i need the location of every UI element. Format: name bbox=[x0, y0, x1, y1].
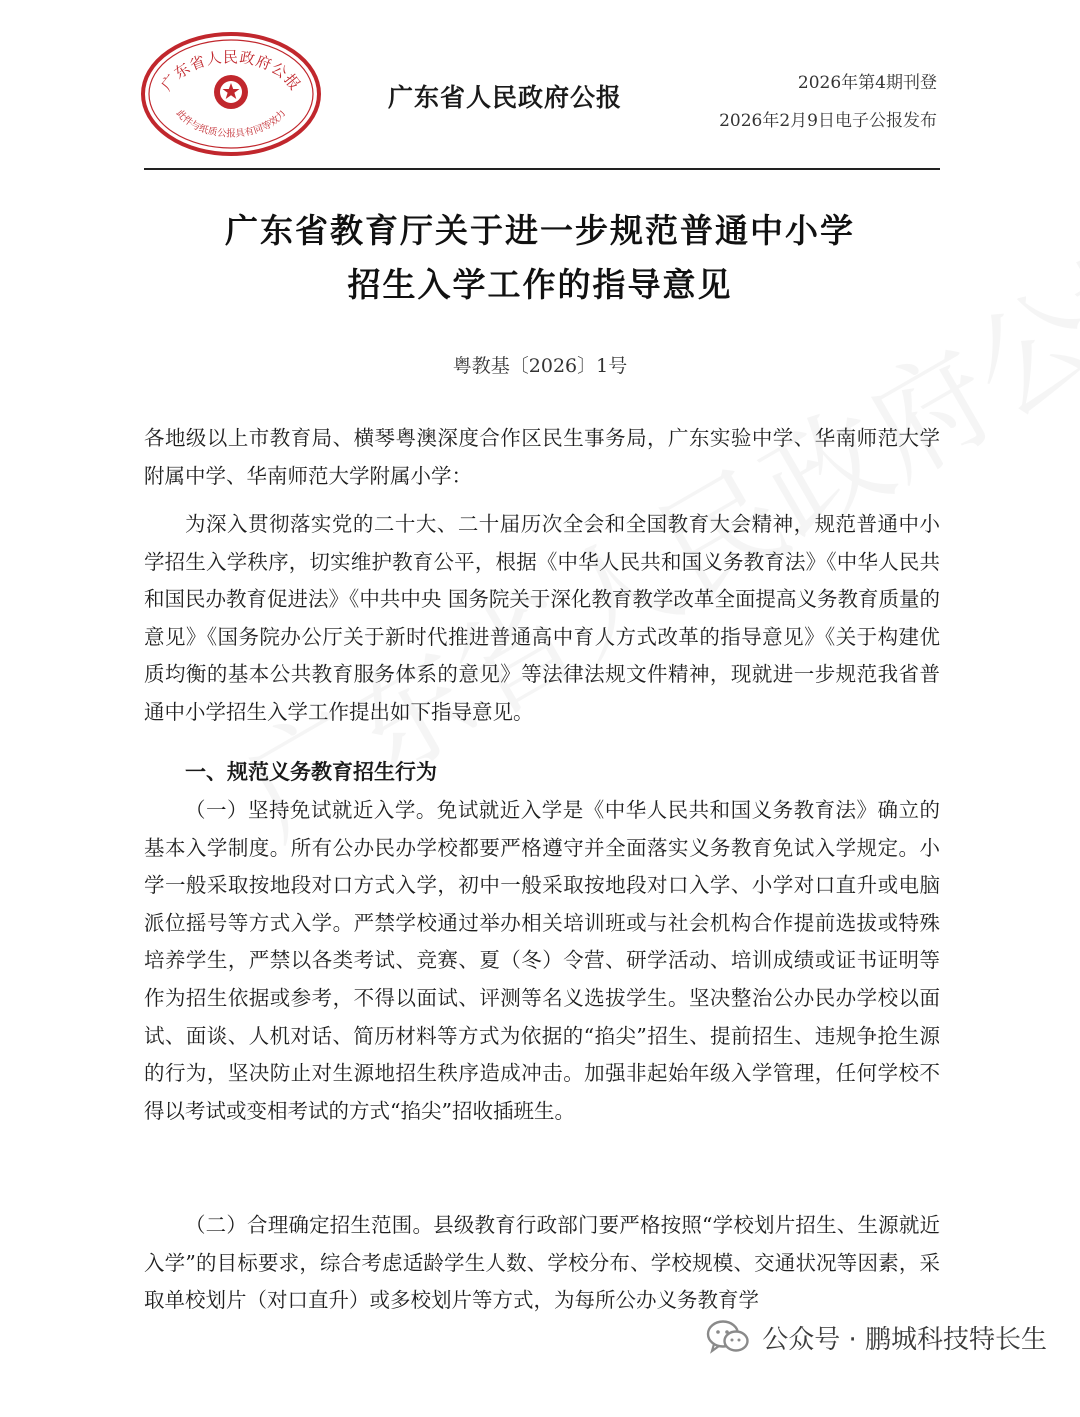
item-2-paragraph: （二）合理确定招生范围。县级教育行政部门要严格按照“学校划片招生、生源就近入学”的目标要求，综合考虑适龄学生人数、学校分布、学校规模、交通状况等因素，采取单校划片（对口直升）或多校划片等方式，为每所公办义务教育学 bbox=[144, 1213, 940, 1313]
document-number: 粤教基〔2026〕1号 bbox=[452, 355, 628, 377]
title-line-1: 广东省教育厅关于进一步规范普通中小学 bbox=[225, 211, 855, 250]
document-title bbox=[100, 204, 980, 312]
item-1-paragraph: （一）坚持免试就近入学。免试就近入学是《中华人民共和国义务教育法》确立的基本入学制度。所有公办民办学校都要严格遵守并全面落实义务教育免试入学规定。小学一般采取按地段对口方式入学，初中一般采取按地段对口入学、小学对口直升或电脑派位摇号等方式入学。严禁学校通过举办相关培训班或与社会机构合作提前选拔或特殊培养学生，严禁以各类考试、竞赛、夏（冬）令营、研学活动、培训成绩或证书证明等作为招生依据或参考，不得以面试、评测等名义选拔学生。坚决整治公办民办学校以面试、面谈、人机对话、简历材料等方式为依据的“掐尖”招生、提前招生、违规争抢生源的行为，坚决防止对生源地招生秩序造成冲击。加强非起始年级入学管理，任何学校不得以考试或变相考试的方式“掐尖”招收插班生。 bbox=[144, 798, 940, 1123]
national-emblem-icon bbox=[214, 75, 248, 109]
section-heading: 一、规范义务教育招生行为 bbox=[185, 760, 437, 784]
official-seal bbox=[138, 28, 324, 156]
publish-line: 2026年2月9日电子公报发布 bbox=[719, 111, 937, 131]
svg-text:此件与纸质公报具有同等效力: 此件与纸质公报具有同等效力 bbox=[173, 108, 289, 140]
addressee-paragraph: 各地级以上市教育局、横琴粤澳深度合作区民生事务局，广东实验中学、华南师范大学附属中学、华南师范大学附属小学： bbox=[144, 426, 940, 488]
wechat-icon bbox=[706, 1318, 750, 1356]
svg-text:广东省人民政府公报: 广东省人民政府公报 bbox=[157, 47, 305, 95]
intro-paragraph: 为深入贯彻落实党的二十大、二十届历次全会和全国教育大会精神，规范普通中小学招生入学秩序，切实维护教育公平，根据《中华人民共和国义务教育法》《中华人民共和国民办教育促进法》《中共中央 国务院关于深化教育教学改革全面提高义务教育质量的意见》《国务院办公厅关于新时代推进普通高中育人方式改革的指导意见》《关于构建优质均衡的基本公共教育服务体系的意见》等法律法规文件精神，现就进一步规范我省普通中小学招生入学工作提出如下指导意见。 bbox=[144, 512, 940, 724]
issue-line: 2026年第4期刊登 bbox=[797, 73, 937, 93]
gazette-name: 广东省人民政府公报 bbox=[388, 83, 623, 112]
title-line-2: 招生入学工作的指导意见 bbox=[347, 265, 733, 304]
publication-meta bbox=[719, 64, 937, 140]
source-label[interactable]: 公众号 · 鹏城科技特长生 bbox=[762, 1324, 1047, 1355]
header-divider bbox=[144, 168, 940, 170]
source-footer bbox=[706, 1313, 1047, 1361]
